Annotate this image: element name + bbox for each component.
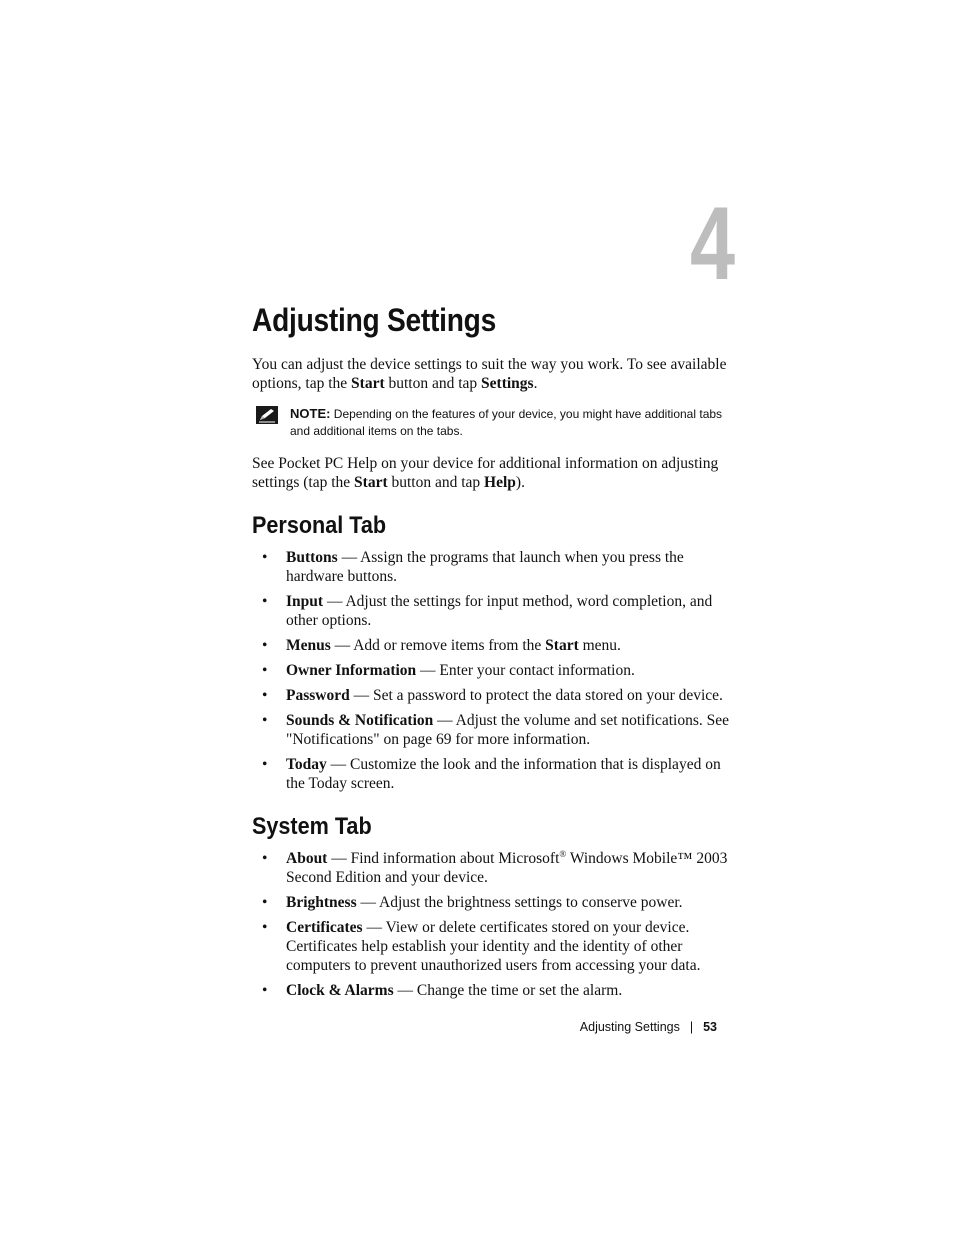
intro-settings-term: Settings bbox=[481, 375, 534, 392]
item-start-term: Start bbox=[545, 637, 579, 654]
bullet: • bbox=[262, 637, 268, 654]
bullet: • bbox=[262, 687, 268, 704]
note-box bbox=[252, 405, 742, 440]
item-desc: — Customize the look and the information that is displayed on the Today screen. bbox=[286, 756, 721, 792]
item-desc-2: menu. bbox=[578, 637, 621, 654]
system-tab-heading: System Tab bbox=[252, 813, 372, 840]
registered-mark: ® bbox=[559, 848, 567, 859]
chapter-title: Adjusting Settings bbox=[252, 302, 496, 338]
footer-section-title: Adjusting Settings bbox=[579, 1020, 680, 1034]
pencil-note-icon bbox=[256, 406, 278, 424]
help-text: See Pocket PC Help on your device for additional information on adjusting settings (tap the bbox=[252, 455, 719, 491]
bullet: • bbox=[262, 850, 268, 867]
bullet: • bbox=[262, 712, 268, 729]
intro-text: You can adjust the device settings to suit the way you work. To see available options, tap the bbox=[252, 356, 727, 392]
list-item bbox=[252, 918, 742, 975]
list-item bbox=[252, 981, 742, 1000]
personal-tab-list bbox=[252, 548, 742, 793]
item-desc: — Set a password to protect the data stored on your device. bbox=[349, 687, 723, 704]
list-item bbox=[252, 711, 742, 749]
system-tab-list bbox=[252, 849, 742, 1000]
item-term: Password bbox=[286, 687, 350, 704]
personal-tab-heading: Personal Tab bbox=[252, 512, 387, 539]
item-desc: — Adjust the settings for input method, word completion, and other options. bbox=[286, 593, 713, 629]
page-footer bbox=[580, 1020, 717, 1034]
note-text bbox=[290, 405, 742, 440]
page-number: 53 bbox=[703, 1020, 717, 1034]
bullet: • bbox=[262, 662, 268, 679]
help-paragraph bbox=[252, 454, 742, 492]
item-term: Owner Information bbox=[286, 662, 417, 679]
item-desc: — Change the time or set the alarm. bbox=[393, 982, 623, 999]
bullet: • bbox=[262, 756, 268, 773]
item-term: Brightness bbox=[286, 894, 357, 911]
bullet: • bbox=[262, 593, 268, 610]
item-term: About bbox=[286, 850, 328, 867]
item-desc: — View or delete certificates stored on your device. Certificates help establish your identity and the identity of other computers to prevent unauthorized users from accessing your data. bbox=[286, 919, 701, 974]
item-term: Certificates bbox=[286, 919, 363, 936]
help-start-term: Start bbox=[354, 474, 388, 491]
bullet: • bbox=[262, 894, 268, 911]
item-term: Today bbox=[286, 756, 327, 773]
item-desc: — Enter your contact information. bbox=[416, 662, 635, 679]
list-item bbox=[252, 636, 742, 655]
item-desc: — Adjust the brightness settings to conserve power. bbox=[356, 894, 683, 911]
list-item bbox=[252, 661, 742, 680]
item-term: Input bbox=[286, 593, 324, 610]
item-term: Sounds & Notification bbox=[286, 712, 434, 729]
list-item bbox=[252, 849, 742, 887]
chapter-number: 4 bbox=[690, 186, 736, 302]
bullet: • bbox=[262, 919, 268, 936]
intro-start-term: Start bbox=[351, 375, 385, 392]
intro-paragraph bbox=[252, 355, 742, 393]
intro-text-2: button and tap bbox=[384, 375, 482, 392]
page-content bbox=[252, 302, 742, 1006]
item-desc-2: Windows Mobile™ 2003 Second Edition and your device. bbox=[286, 850, 728, 886]
item-desc: — Assign the programs that launch when you press the hardware buttons. bbox=[286, 549, 684, 585]
list-item bbox=[252, 548, 742, 586]
bullet: • bbox=[262, 982, 268, 999]
intro-text-3: . bbox=[533, 375, 538, 392]
item-term: Menus bbox=[286, 637, 331, 654]
bullet: • bbox=[262, 549, 268, 566]
note-body: Depending on the features of your device, you might have additional tabs and additional items on the tabs. bbox=[290, 407, 723, 438]
help-text-2: button and tap bbox=[387, 474, 485, 491]
item-desc: — Adjust the volume and set notifications. See "Notifications" on page 69 for more information. bbox=[286, 712, 730, 748]
list-item bbox=[252, 592, 742, 630]
help-help-term: Help bbox=[484, 474, 516, 491]
list-item bbox=[252, 686, 742, 705]
item-term: Clock & Alarms bbox=[286, 982, 394, 999]
note-label: NOTE: bbox=[290, 406, 331, 421]
footer-separator: | bbox=[689, 1020, 694, 1034]
list-item bbox=[252, 893, 742, 912]
help-text-3: ). bbox=[515, 474, 525, 491]
list-item bbox=[252, 755, 742, 793]
item-desc: — Find information about Microsoft bbox=[327, 850, 560, 867]
item-term: Buttons bbox=[286, 549, 338, 566]
item-desc: — Add or remove items from the bbox=[330, 637, 546, 654]
